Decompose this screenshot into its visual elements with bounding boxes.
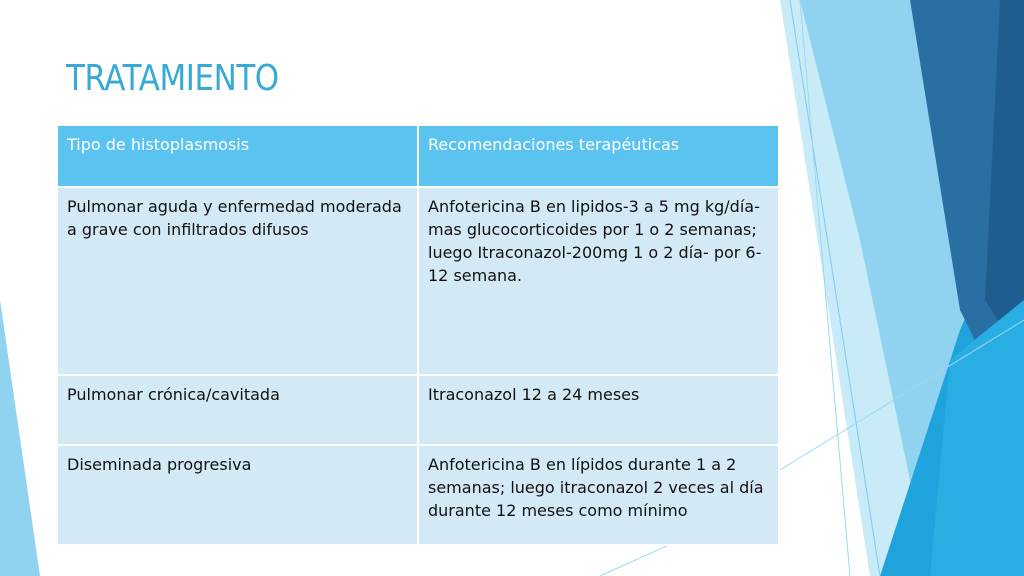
treatment-table xyxy=(56,124,780,546)
cell-tipo: Diseminada progresiva xyxy=(57,445,418,545)
left-accent-triangle xyxy=(0,300,40,576)
table-row xyxy=(57,187,779,375)
table-header-row xyxy=(57,125,779,187)
table-row xyxy=(57,445,779,545)
cell-recomendacion: Itraconazol 12 a 24 meses xyxy=(418,375,779,445)
header-tipo: Tipo de histoplasmosis xyxy=(57,125,418,187)
cell-recomendacion: Anfotericina B en lípidos durante 1 a 2 semanas; luego itraconazol 2 veces al día durante 12 meses como mínimo xyxy=(418,445,779,545)
slide-title: TRATAMIENTO xyxy=(66,58,279,99)
cell-tipo: Pulmonar crónica/cavitada xyxy=(57,375,418,445)
table-row xyxy=(57,375,779,445)
cell-recomendacion: Anfotericina B en lipidos-3 a 5 mg kg/día- mas glucocorticoides por 1 o 2 semanas; luego Itraconazol-200mg 1 o 2 día- por 6-12 semana. xyxy=(418,187,779,375)
cell-tipo: Pulmonar aguda y enfermedad moderada a grave con infiltrados difusos xyxy=(57,187,418,375)
header-recomendaciones: Recomendaciones terapéuticas xyxy=(418,125,779,187)
